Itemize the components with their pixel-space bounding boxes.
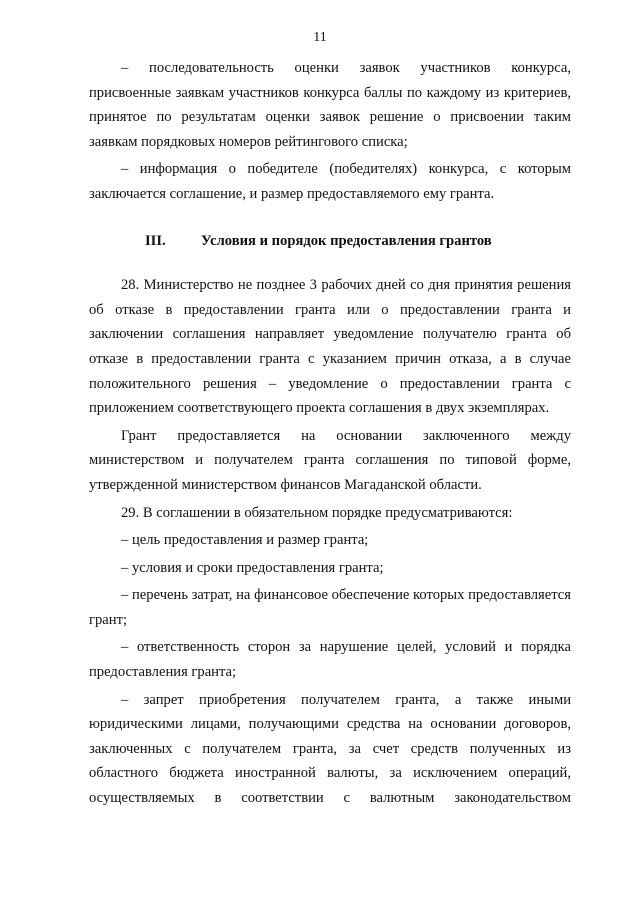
paragraph-29: 29. В соглашении в обязательном порядке предусматриваются: xyxy=(121,504,513,521)
list-item-responsibility: – ответственность сторон за нарушение целей, условий и порядка предоставления гранта; xyxy=(89,639,571,681)
list-item-costs: – перечень затрат, на финансовое обеспечение которых предоставляется грант; xyxy=(89,587,571,628)
section-number: III. xyxy=(145,232,166,249)
page-number: 11 xyxy=(313,30,327,45)
list-item-terms: – условия и сроки предоставления гранта; xyxy=(121,559,384,576)
list-item-currency-ban: – запрет приобретения получателем гранта, а также иными юридическими лицами, получающими средства на основании договоров, заключенных с получателем гранта, за счет средств полученных из областного бюджета иностранной валюты, за исключением операций, осуществляемых в соответствии с валютным законодательством xyxy=(89,691,571,807)
section-title: Условия и порядок предоставления грантов xyxy=(201,232,492,249)
section-heading xyxy=(89,229,571,254)
paragraph-winner-info: – информация о победителе (победителях) конкурса, с которым заключается соглашение, и размер предоставляемого ему гранта. xyxy=(89,161,571,202)
paragraph-grant-basis: Грант предоставляется на основании заключенного между министерством и получателем гранта соглашения по типовой форме, утвержденной министерством финансов Магаданской области. xyxy=(89,427,571,493)
page-content xyxy=(89,56,571,811)
paragraph-28: 28. Министерство не позднее 3 рабочих дней со дня принятия решения об отказе в предоставлении гранта или о предоставлении гранта и заключении соглашения направляет уведомление получателю гранта об отказе в предоставлении гранта с указанием причин отказа, а в случае положительного решения – уведомление о предоставлении гранта с приложением соответствующего проекта соглашения в двух экземплярах. xyxy=(89,277,571,417)
paragraph-rating-sequence: – последовательность оценки заявок участников конкурса, присвоенные заявкам участников конкурса баллы по каждому из критериев, принятое по результатам оценки заявок решение о присвоении таким заявкам порядковых номеров рейтингового списка; xyxy=(89,60,571,150)
list-item-goal: – цель предоставления и размер гранта; xyxy=(121,532,369,549)
